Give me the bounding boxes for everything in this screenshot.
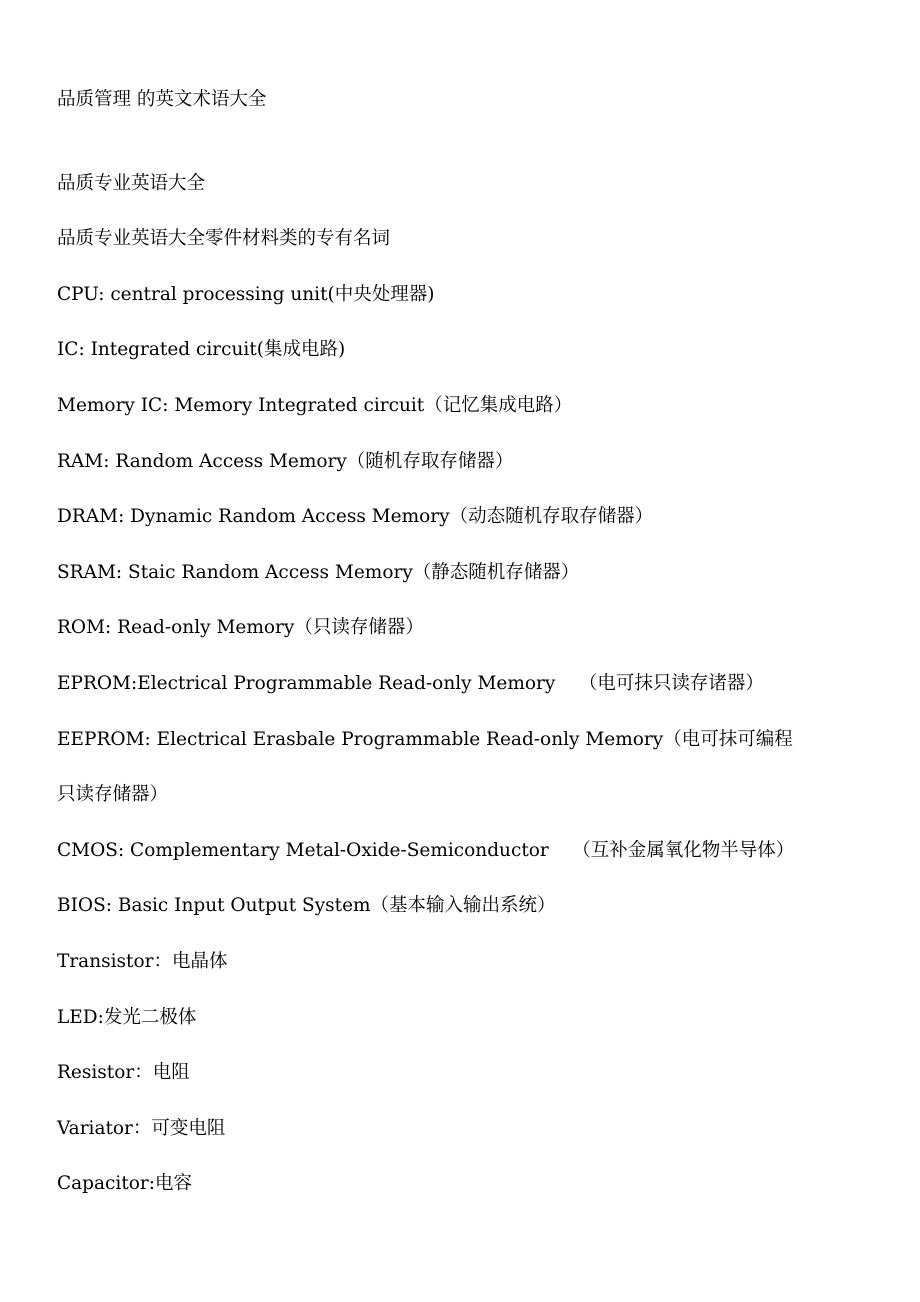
term-eeprom-continued: 只读存储器） bbox=[57, 784, 169, 806]
term-cpu: CPU: central processing unit(中央处理器) bbox=[57, 283, 435, 305]
term-eprom: EPROM:Electrical Programmable Read-only Memory （电可抹只读存诸器） bbox=[57, 672, 764, 694]
term-rom: ROM: Read-only Memory（只读存储器） bbox=[57, 617, 424, 639]
term-variator: Variator：可变电阻 bbox=[57, 1117, 226, 1139]
document-title: 品质管理 的英文术语大全 bbox=[57, 89, 267, 110]
term-resistor: Resistor：电阻 bbox=[57, 1062, 190, 1084]
term-transistor: Transistor：电晶体 bbox=[57, 950, 228, 972]
section-heading: 品质专业英语大全 bbox=[57, 172, 206, 194]
subsection-heading: 品质专业英语大全零件材料类的专有名词 bbox=[57, 228, 391, 250]
document-body bbox=[57, 72, 897, 1212]
term-dram: DRAM: Dynamic Random Access Memory（动态随机存取存储器） bbox=[57, 506, 654, 528]
term-ic: IC: Integrated circuit(集成电路) bbox=[57, 339, 346, 361]
term-sram: SRAM: Staic Random Access Memory（静态随机存储器） bbox=[57, 561, 580, 583]
term-eeprom: EEPROM: Electrical Erasbale Programmable Read-only Memory（电可抹可编程 bbox=[57, 728, 793, 750]
term-bios: BIOS: Basic Input Output System（基本输入输出系统） bbox=[57, 895, 556, 917]
term-cmos: CMOS: Complementary Metal-Oxide-Semiconductor （互补金属氧化物半导体） bbox=[57, 839, 795, 861]
term-led: LED:发光二极体 bbox=[57, 1006, 197, 1028]
term-capacitor: Capacitor:电容 bbox=[57, 1173, 192, 1195]
term-memory-ic: Memory IC: Memory Integrated circuit（记忆集成电路） bbox=[57, 394, 573, 416]
term-ram: RAM: Random Access Memory（随机存取存储器） bbox=[57, 450, 514, 472]
